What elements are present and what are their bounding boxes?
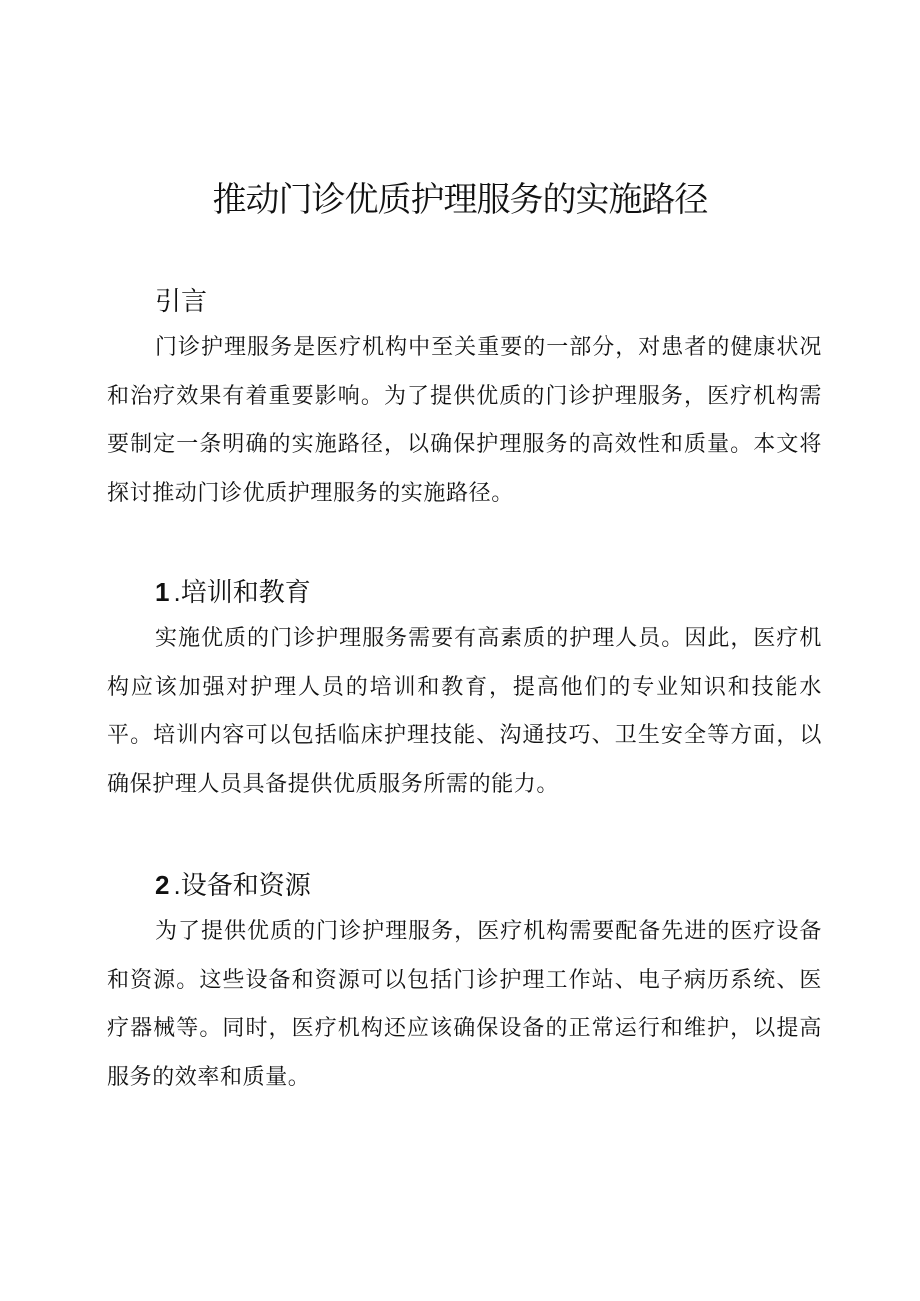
document-title: 推动门诊优质护理服务的实施路径 (212, 180, 708, 220)
section-paragraph: 门诊护理服务是医疗机构中至关重要的一部分，对患者的健康状况和治疗效果有着重要影响。为了提供优质的门诊护理服务，医疗机构需要制定一条明确的实施路径，以确保护理服务的高效性和质量。本文将探讨推动门诊优质护理服务的实施路径。 (107, 335, 822, 506)
section-paragraph: 实施优质的门诊护理服务需要有高素质的护理人员。因此，医疗机构应该加强对护理人员的培训和教育，提高他们的专业知识和技能水平。培训内容可以包括临床护理技能、沟通技巧、卫生安全等方面，以确保护理人员具备提供优质服务所需的能力。 (107, 626, 822, 797)
section-heading (155, 866, 822, 904)
section-heading (155, 573, 822, 611)
section-number: 2 (155, 870, 170, 900)
section-equipment-resources (107, 866, 822, 1102)
section-heading-text: 引言 (155, 286, 208, 316)
section-paragraph: 为了提供优质的门诊护理服务，医疗机构需要配备先进的医疗设备和资源。这些设备和资源可以包括门诊护理工作站、电子病历系统、医疗器械等。同时，医疗机构还应该确保设备的正常运行和维护，以提高服务的效率和质量。 (107, 919, 822, 1090)
section-introduction (107, 282, 822, 518)
section-heading-text: .设备和资源 (173, 870, 311, 900)
section-heading (155, 282, 822, 320)
section-heading-text: .培训和教育 (173, 577, 311, 607)
section-number: 1 (155, 577, 170, 607)
section-training-education (107, 573, 822, 809)
